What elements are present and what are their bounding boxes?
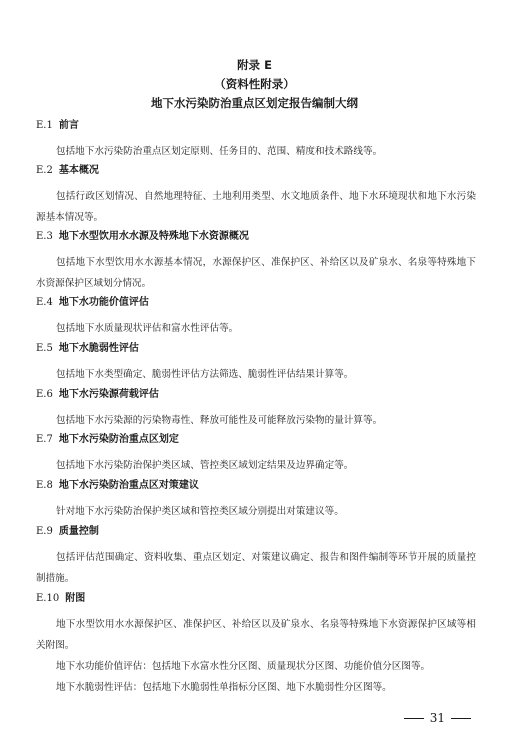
section-e4 bbox=[36, 296, 476, 339]
section-paragraph: 包括地下水污染源的污染物毒性、释放可能性及可能释放污染物的量计算等。 bbox=[56, 415, 383, 426]
section-title: 地下水污染源荷载评估 bbox=[58, 389, 159, 400]
section-e10 bbox=[36, 592, 476, 698]
section-heading bbox=[36, 230, 476, 244]
section-e7 bbox=[36, 433, 476, 476]
section-heading bbox=[36, 479, 476, 493]
footer-dash-left bbox=[404, 718, 424, 719]
section-title: 质量控制 bbox=[58, 526, 99, 537]
section-number: E.2 bbox=[36, 165, 53, 176]
section-number: E.3 bbox=[36, 231, 53, 242]
section-title: 前言 bbox=[58, 120, 79, 131]
section-e5 bbox=[36, 342, 476, 385]
appendix-label: 附录 E bbox=[237, 58, 272, 72]
section-title: 地下水型饮用水水源及特殊地下水资源概况 bbox=[58, 231, 249, 242]
section-e1 bbox=[36, 119, 476, 162]
section-title: 附图 bbox=[65, 593, 86, 604]
section-paragraph: 针对地下水污染防治保护类区域和管控类区域分别提出对策建议等。 bbox=[56, 506, 344, 517]
section-title: 地下水污染防治重点区划定 bbox=[58, 434, 179, 445]
section-paragraph: 地下水型饮用水水源保护区、准保护区、补给区以及矿泉水、名泉等特殊地下水资源保护区域等相关附图。 bbox=[36, 619, 476, 651]
section-title: 地下水污染防治重点区对策建议 bbox=[58, 480, 199, 491]
section-heading bbox=[36, 342, 476, 356]
section-paragraph: 包括评估范围确定、资料收集、重点区划定、对策建议确定、报告和图件编制等环节开展的质量控制措施。 bbox=[36, 552, 476, 584]
section-e9 bbox=[36, 525, 476, 589]
section-heading bbox=[36, 388, 476, 402]
section-e8 bbox=[36, 479, 476, 522]
section-e6 bbox=[36, 388, 476, 431]
section-title: 地下水脆弱性评估 bbox=[58, 343, 139, 354]
footer-dash-right bbox=[451, 718, 471, 719]
section-paragraph: 包括地下水型饮用水水源基本情况，水源保护区、准保护区、补给区以及矿泉水、名泉等特殊地下水资源保护区域划分情况。 bbox=[36, 257, 476, 289]
section-heading bbox=[36, 296, 476, 310]
section-paragraph: 包括行政区划情况、自然地理特征、土地利用类型、水文地质条件、地下水环境现状和地下水污染源基本情况等。 bbox=[36, 191, 476, 223]
section-number: E.1 bbox=[36, 120, 53, 131]
section-number: E.6 bbox=[36, 389, 53, 400]
section-title: 地下水功能价值评估 bbox=[58, 297, 149, 308]
section-paragraph: 包括地下水污染防治重点区划定原则、任务目的、范围、精度和技术路线等。 bbox=[56, 146, 383, 157]
section-paragraph: 包括地下水类型确定、脆弱性评估方法筛选、脆弱性评估结果计算等。 bbox=[56, 369, 354, 380]
section-heading bbox=[36, 525, 476, 539]
section-e3 bbox=[36, 230, 476, 294]
page-number: 31 bbox=[429, 711, 445, 725]
section-paragraph: 地下水脆弱性评估：包括地下水脆弱性单指标分区图、地下水脆弱性分区图等。 bbox=[56, 682, 392, 693]
section-paragraph: 包括地下水质量现状评估和富水性评估等。 bbox=[56, 323, 239, 334]
section-heading bbox=[36, 433, 476, 447]
section-number: E.7 bbox=[36, 434, 53, 445]
section-e2 bbox=[36, 164, 476, 228]
section-heading bbox=[36, 164, 476, 178]
section-heading bbox=[36, 119, 476, 133]
section-heading bbox=[36, 592, 476, 606]
section-number: E.4 bbox=[36, 297, 53, 308]
page-footer bbox=[398, 710, 477, 726]
section-number: E.10 bbox=[36, 593, 60, 604]
appendix-title: 地下水污染防治重点区划定报告编制大纲 bbox=[151, 96, 358, 110]
section-title: 基本概况 bbox=[58, 165, 99, 176]
section-number: E.5 bbox=[36, 343, 53, 354]
section-paragraph: 包括地下水污染防治保护类区域、管控类区域划定结果及边界确定等。 bbox=[56, 460, 354, 471]
appendix-type: （资料性附录） bbox=[214, 77, 295, 91]
section-number: E.8 bbox=[36, 480, 53, 491]
section-paragraph: 地下水功能价值评估：包括地下水富水性分区图、质量现状分区图、功能价值分区图等。 bbox=[56, 661, 431, 672]
section-number: E.9 bbox=[36, 526, 53, 537]
